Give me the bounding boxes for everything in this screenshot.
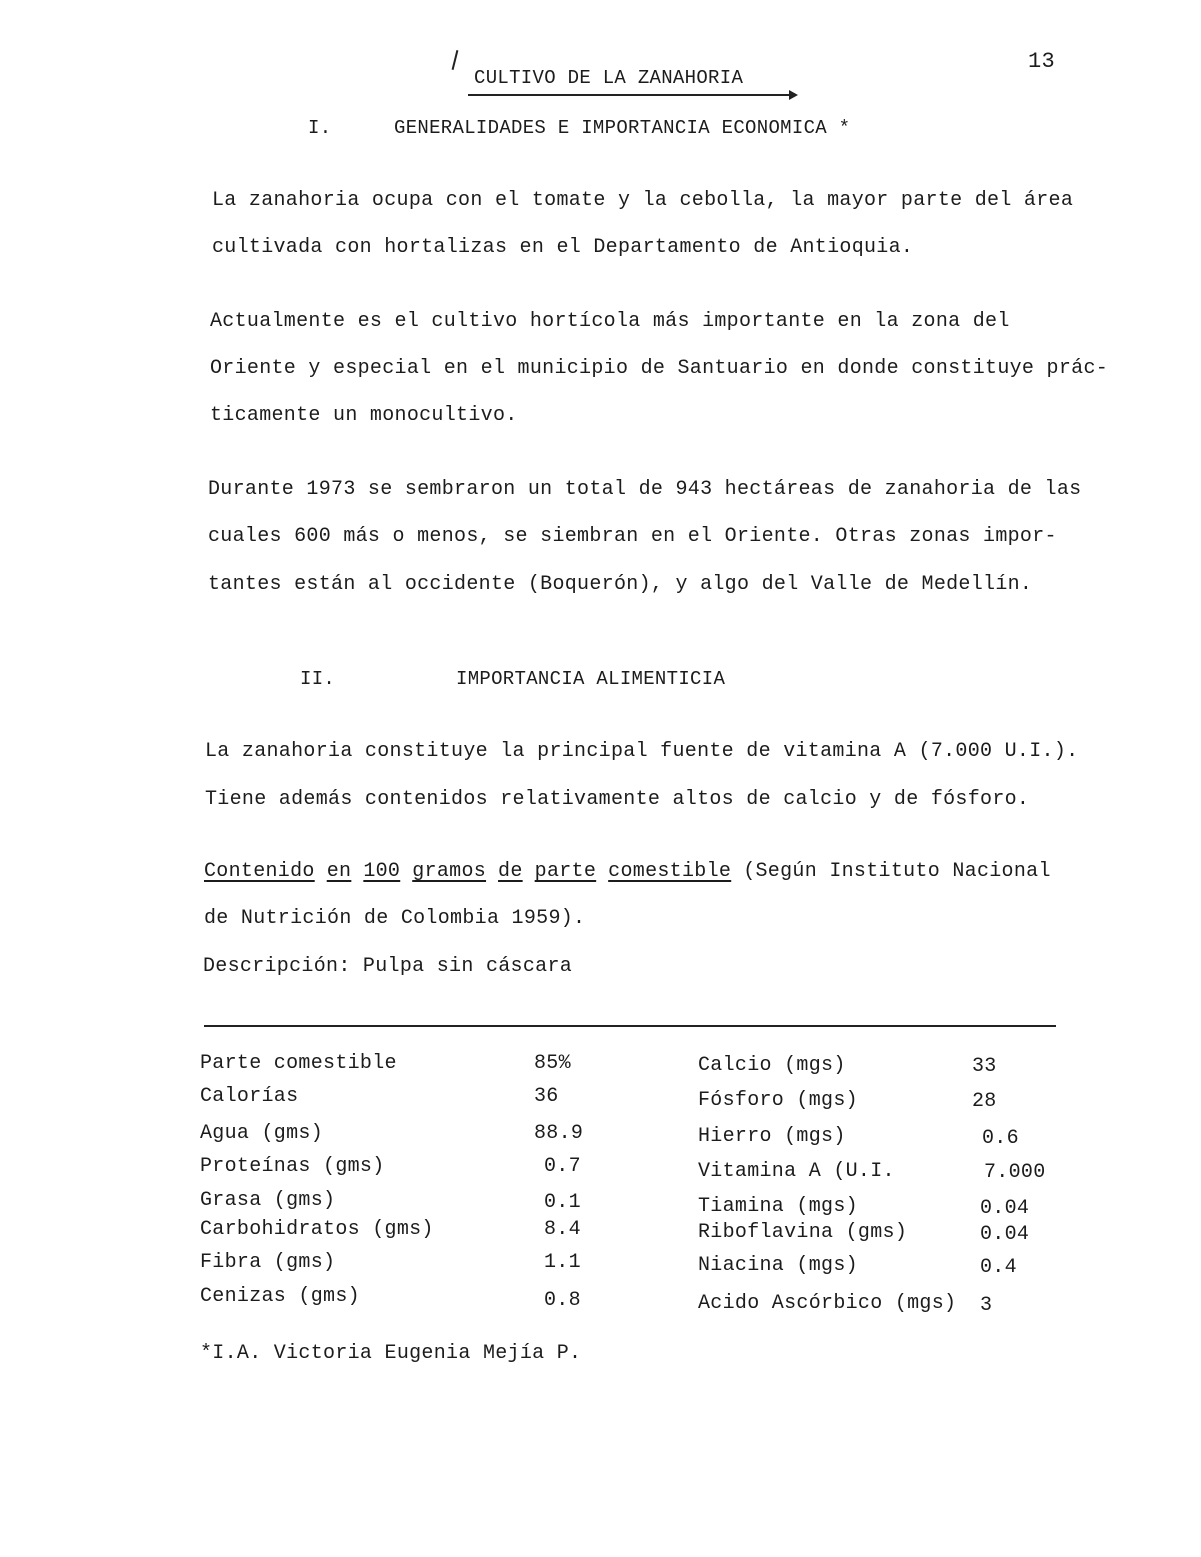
- table-value: 0.04: [980, 1223, 1030, 1246]
- section-2-title: IMPORTANCIA ALIMENTICIA: [456, 668, 726, 690]
- document-title: CULTIVO DE LA ZANAHORIA: [474, 67, 744, 89]
- check-mark: [452, 50, 459, 70]
- paragraph-line: Durante 1973 se sembraron un total de 943 hectáreas de zanahoria de las: [208, 478, 1082, 501]
- underlined-word: parte: [534, 860, 597, 883]
- table-value: 0.04: [980, 1197, 1030, 1220]
- paragraph-line: La zanahoria constituye la principal fuente de vitamina A (7.000 U.I.).: [205, 740, 1079, 763]
- footnote: *I.A. Victoria Eugenia Mejía P.: [200, 1342, 582, 1365]
- underlined-word: gramos: [412, 860, 487, 883]
- table-value: 0.1: [544, 1191, 581, 1214]
- table-label: Vitamina A (U.I.: [698, 1160, 895, 1183]
- table-label: Cenizas (gms): [200, 1285, 360, 1308]
- table-label: Niacina (mgs): [698, 1254, 858, 1277]
- paragraph-line: Actualmente es el cultivo hortícola más importante en la zona del: [210, 310, 1010, 333]
- table-value: 0.6: [982, 1127, 1019, 1150]
- table-value: 0.8: [544, 1289, 581, 1312]
- table-rule: [204, 1025, 1056, 1027]
- underlined-word: 100: [363, 860, 401, 883]
- table-value: 7.000: [984, 1161, 1046, 1184]
- table-value: 8.4: [544, 1218, 581, 1241]
- underlined-word: Contenido: [204, 860, 315, 883]
- table-value: 0.7: [544, 1155, 581, 1178]
- table-label: Calorías: [200, 1085, 299, 1108]
- table-value: 1.1: [544, 1251, 581, 1274]
- table-label: Acido Ascórbico (mgs): [698, 1292, 957, 1315]
- table-label: Fósforo (mgs): [698, 1089, 858, 1112]
- section-2-number: II.: [300, 668, 336, 690]
- table-value: 28: [972, 1090, 997, 1113]
- section-1-title: GENERALIDADES E IMPORTANCIA ECONOMICA *: [394, 117, 851, 139]
- table-value: 36: [534, 1085, 559, 1108]
- table-label: Calcio (mgs): [698, 1054, 846, 1077]
- paragraph-line: Oriente y especial en el municipio de Santuario en donde constituye prác-: [210, 357, 1109, 380]
- table-label: Tiamina (mgs): [698, 1195, 858, 1218]
- table-value: 33: [972, 1055, 997, 1078]
- description-line: Descripción: Pulpa sin cáscara: [203, 955, 573, 978]
- paragraph-line: tantes están al occidente (Boquerón), y algo del Valle de Medellín.: [208, 573, 1033, 596]
- table-label: Carbohidratos (gms): [200, 1218, 434, 1241]
- content-heading-rest: (Según Instituto Nacional: [743, 860, 1051, 883]
- table-value: 3: [980, 1294, 993, 1317]
- paragraph-line: La zanahoria ocupa con el tomate y la cebolla, la mayor parte del área: [212, 189, 1074, 212]
- paragraph-line: Tiene además contenidos relativamente altos de calcio y de fósforo.: [205, 788, 1030, 811]
- paragraph-line: cultivada con hortalizas en el Departamento de Antioquia.: [212, 236, 914, 259]
- underlined-word: de: [498, 860, 523, 883]
- table-label: Grasa (gms): [200, 1189, 336, 1212]
- underlined-word: en: [326, 860, 352, 883]
- table-value: 0.4: [980, 1256, 1017, 1279]
- page-number: 13: [1028, 49, 1056, 74]
- underlined-word: comestible: [608, 860, 732, 883]
- content-heading: [204, 860, 1051, 884]
- section-1-number: I.: [308, 117, 332, 139]
- table-value: 88.9: [534, 1122, 584, 1145]
- table-label: Hierro (mgs): [698, 1125, 846, 1148]
- table-value: 85%: [534, 1052, 571, 1075]
- table-label: Agua (gms): [200, 1122, 324, 1145]
- paragraph-line: de Nutrición de Colombia 1959).: [204, 907, 586, 930]
- table-label: Riboflavina (gms): [698, 1221, 908, 1244]
- paragraph-line: ticamente un monocultivo.: [210, 404, 518, 427]
- title-underline-arrow: [468, 94, 796, 96]
- table-label: Fibra (gms): [200, 1251, 336, 1274]
- paragraph-line: cuales 600 más o menos, se siembran en el Oriente. Otras zonas impor-: [208, 525, 1057, 548]
- table-label: Proteínas (gms): [200, 1155, 385, 1178]
- table-label: Parte comestible: [200, 1052, 397, 1075]
